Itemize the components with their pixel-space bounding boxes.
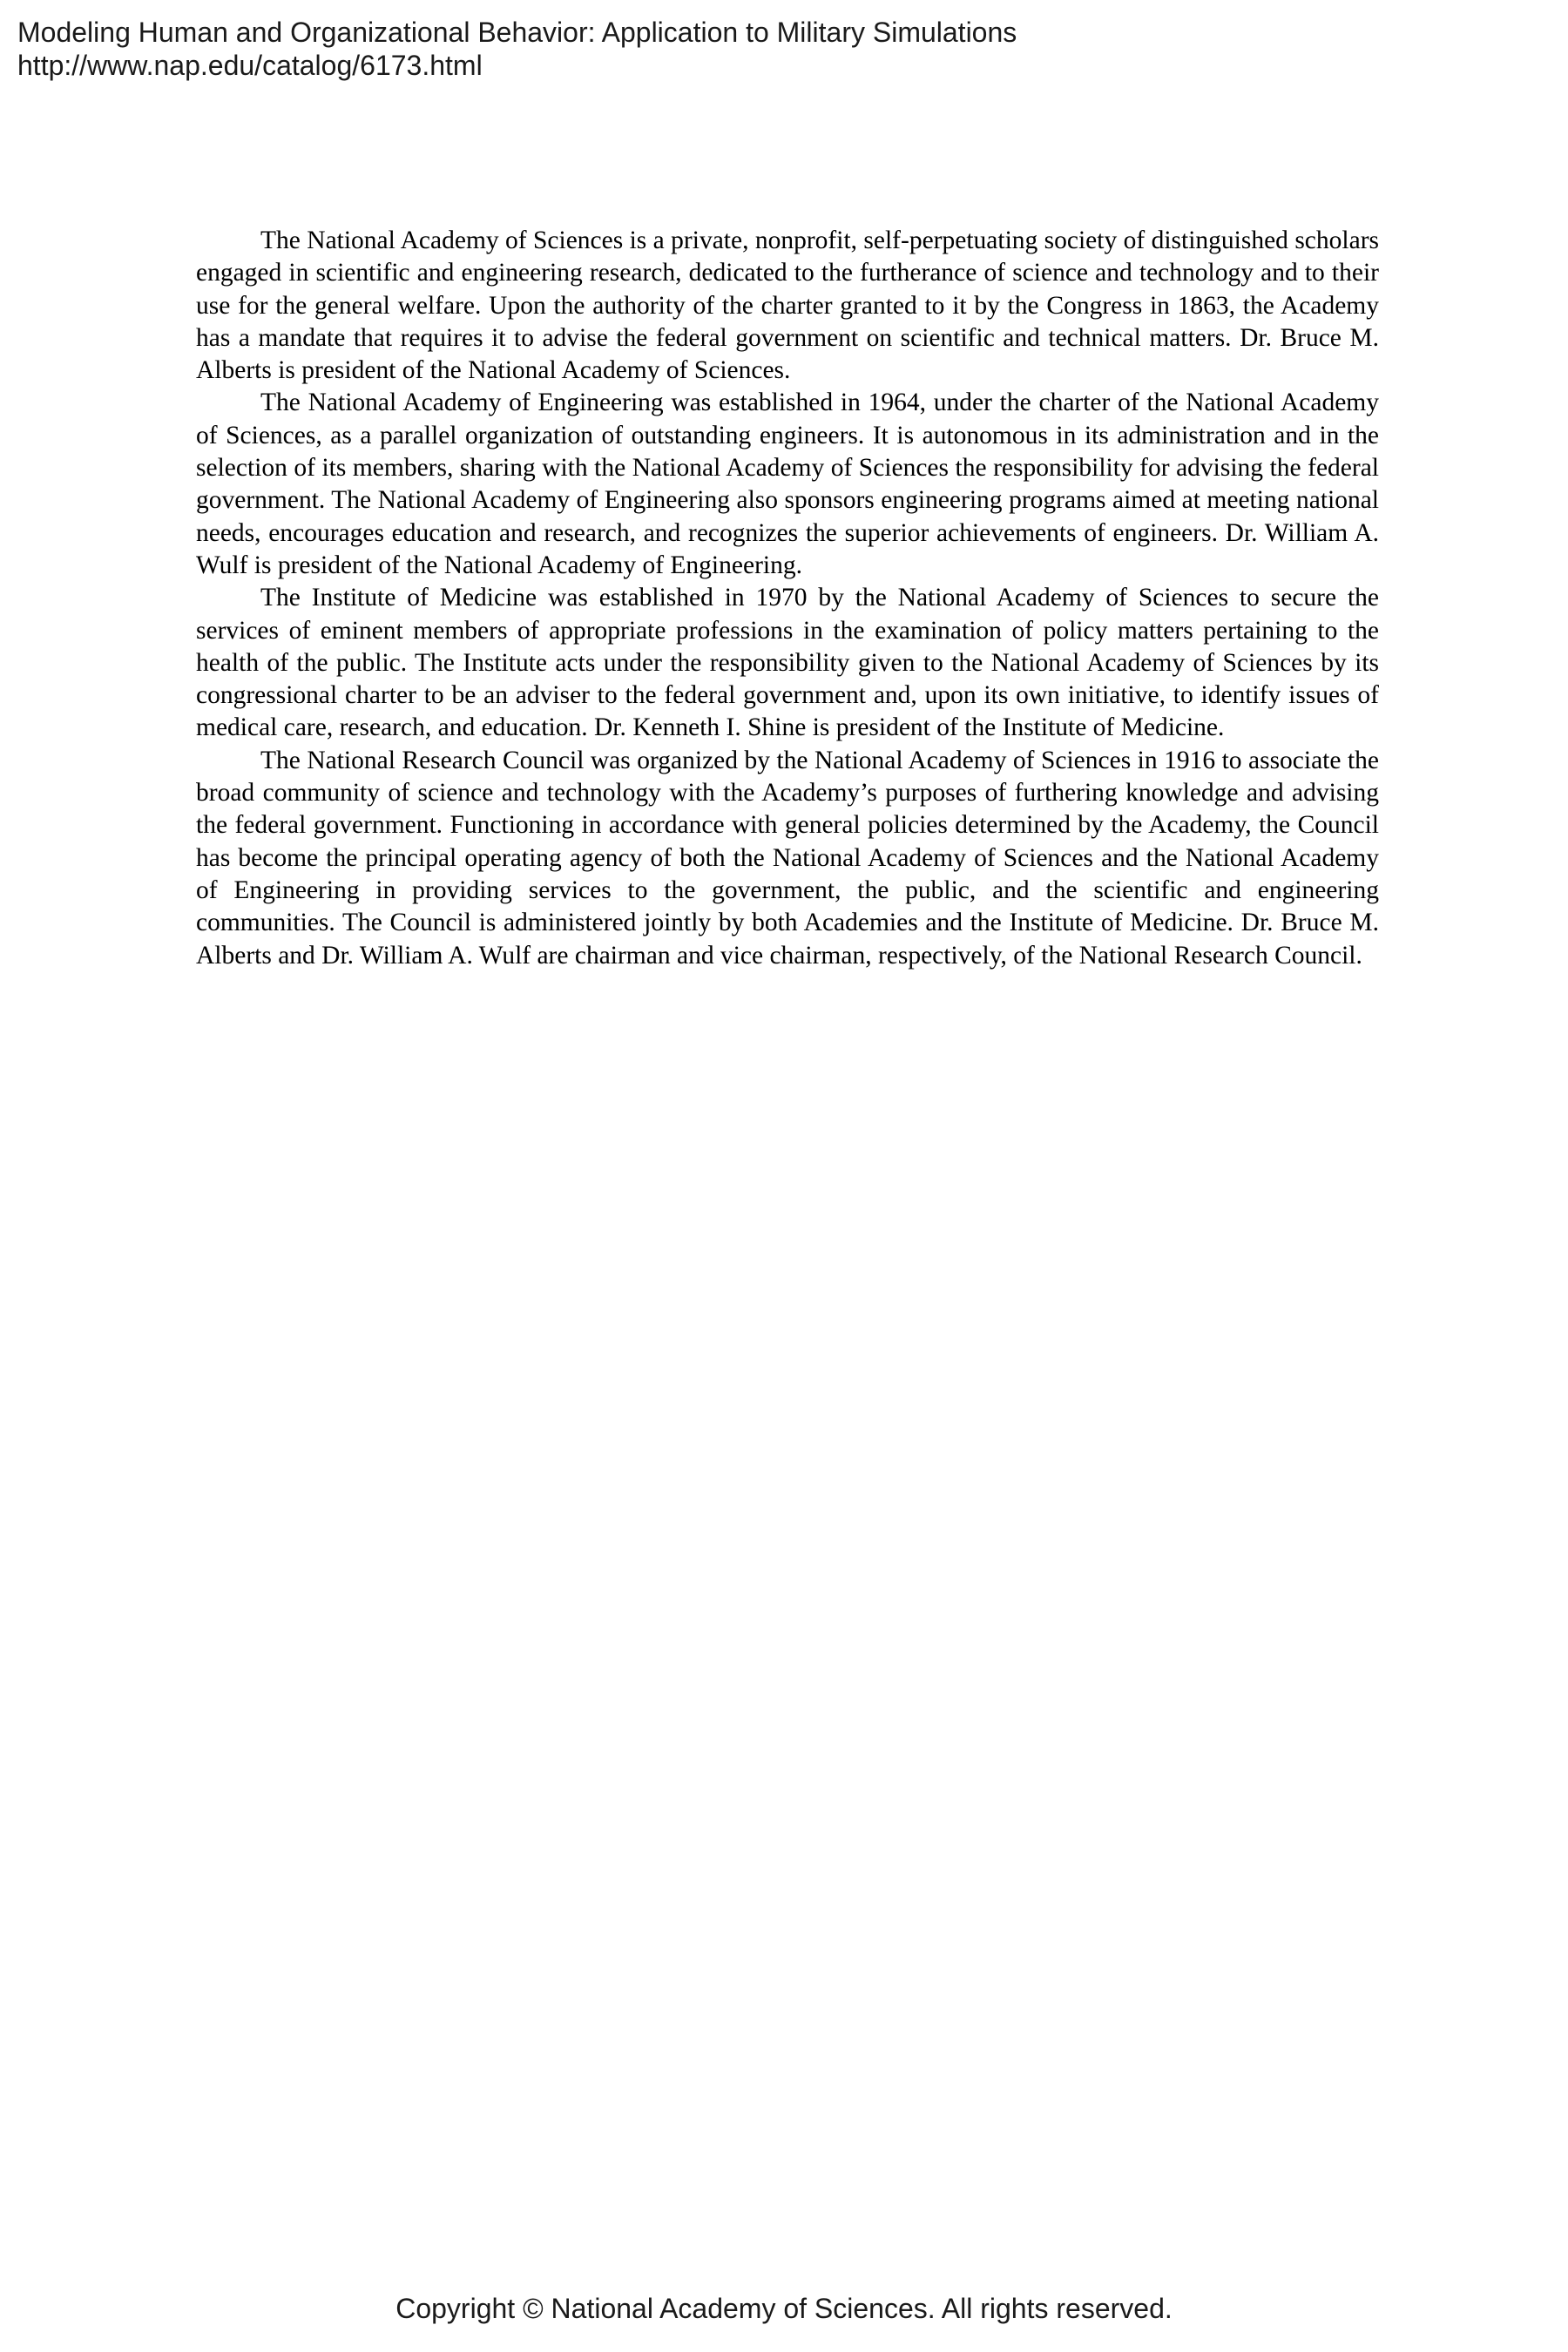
paragraph-nrc: The National Research Council was organized by the National Academy of Sciences in 1916 to associate the broad community of science and technology with the Academy’s purposes of furthering knowledge and advising the federal government. Functioning in accordance with general policies determined by the Academy, the Council has become the principal operating agency of both the National Academy of Sciences and the National Academy of Engineering in providing services to the government, the public, and the scientific and engineering communities. The Council is administered jointly by both Academies and the Institute of Medicine. Dr. Bruce M. Alberts and Dr. William A. Wulf are chairman and vice chairman, respectively, of the National Research Council. <box>196 746 1379 970</box>
copyright-footer: Copyright © National Academy of Sciences. All rights reserved. <box>395 2293 1173 2324</box>
page-header <box>17 16 1017 82</box>
paragraph-iom: The Institute of Medicine was established in 1970 by the National Academy of Sciences to secure the services of eminent members of appropriate professions in the examination of policy matters pertaining to the health of the public. The Institute acts under the responsibility given to the National Academy of Sciences by its congressional charter to be an adviser to the federal government and, upon its own initiative, to identify issues of medical care, research, and education. Dr. Kenneth I. Shine is president of the Institute of Medicine. <box>196 584 1379 742</box>
catalog-url[interactable]: http://www.nap.edu/catalog/6173.html <box>17 50 483 81</box>
paragraph-nas: The National Academy of Sciences is a private, nonprofit, self-perpetuating society of distinguished scholars engaged in scientific and engineering research, dedicated to the furtherance of science and technology and to their use for the general welfare. Upon the authority of the charter granted to it by the Congress in 1863, the Academy has a mandate that requires it to advise the federal government on scientific and technical matters. Dr. Bruce M. Alberts is president of the National Academy of Sciences. <box>196 226 1379 385</box>
document-body <box>196 225 1379 972</box>
paragraph-nae: The National Academy of Engineering was established in 1964, under the charter of the National Academy of Sciences, as a parallel organization of outstanding engineers. It is autonomous in its administration and in the selection of its members, sharing with the National Academy of Sciences the responsibility for advising the federal government. The National Academy of Engineering also sponsors engineering programs aimed at meeting national needs, encourages education and research, and recognizes the superior achievements of engineers. Dr. William A. Wulf is president of the National Academy of Engineering. <box>196 389 1379 579</box>
book-title: Modeling Human and Organizational Behavior: Application to Military Simulations <box>17 17 1017 48</box>
